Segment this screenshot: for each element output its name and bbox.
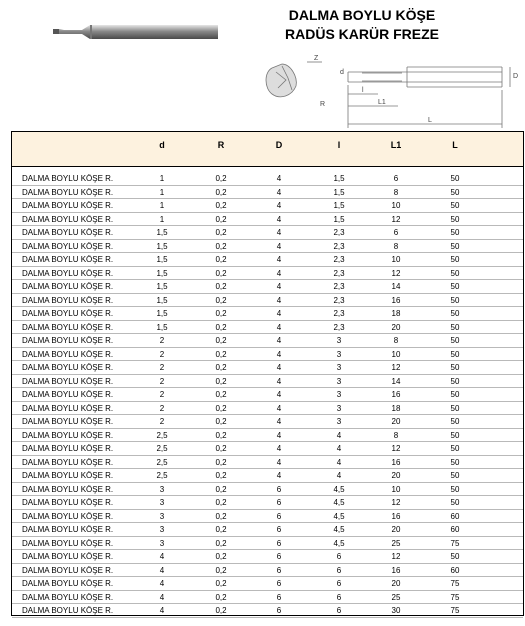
table-cell-l1: 10 [391,201,401,210]
table-cell-l: 50 [450,376,460,386]
table-row [12,186,523,200]
table-cell-name: DALMA BOYLU KÖŞE R. [22,592,114,602]
table-header [12,132,523,167]
table-cell-d: 2 [159,349,165,359]
label-big-d: D [513,73,519,80]
table-row [12,172,523,186]
table-cell-l: 50 [450,295,460,305]
table-cell-name: DALMA BOYLU KÖŞE R. [22,484,114,494]
table-cell-d: 4 [276,457,282,467]
table-cell-name: DALMA BOYLU KÖŞE R. [22,511,114,521]
table-cell-r: 0,2 [215,471,227,480]
table-cell-d: 4 [276,430,282,440]
table-cell-d: 3 [159,484,165,494]
table-cell-d: 4 [276,376,282,386]
table-cell-r: 0,2 [215,295,227,305]
table-cell-d: 6 [276,606,282,615]
table-cell-d: 4 [276,282,282,291]
table-cell-l: 50 [450,228,460,237]
table-cell-d: 1 [159,214,165,224]
table-cell-l: 50 [450,282,460,291]
label-z: Z [314,55,319,62]
table-cell-d: 4 [276,268,282,278]
table-cell-d: 4 [276,349,282,359]
table-cell-r: 0,2 [215,525,227,534]
table-cell-l1: 10 [391,484,401,494]
table-cell-l: 1,5 [333,214,345,224]
table-cell-l1: 8 [393,241,399,251]
table-cell-r: 0,2 [215,511,227,521]
table-cell-r: 0,2 [215,390,227,399]
table-cell-l: 50 [450,268,460,278]
table-cell-d: 2 [159,403,165,413]
table-cell-name: DALMA BOYLU KÖŞE R. [22,282,114,291]
table-row [12,550,523,564]
table-cell-d: 1,5 [156,309,168,318]
table-row [12,483,523,497]
table-cell-d: 4 [276,201,282,210]
table-cell-l: 2,3 [333,295,345,305]
table-cell-l: 50 [450,390,460,399]
header-r: R [217,140,225,150]
table-cell-d: 4 [159,579,165,588]
table-cell-l: 4,5 [333,511,345,521]
table-cell-l: 6 [336,565,342,575]
table-cell-r: 0,2 [215,457,227,467]
table-cell-d: 6 [276,552,282,561]
table-row [12,280,523,294]
table-cell-l1: 18 [391,309,401,318]
table-cell-l: 50 [450,214,460,224]
table-cell-d: 1,5 [156,322,168,332]
table-cell-r: 0,2 [215,444,227,453]
table-cell-name: DALMA BOYLU KÖŞE R. [22,255,114,264]
table-cell-l1: 12 [391,214,401,224]
table-row [12,375,523,389]
table-cell-name: DALMA BOYLU KÖŞE R. [22,376,114,386]
table-cell-l: 3 [336,336,342,345]
table-cell-d: 1,5 [156,241,168,251]
table-cell-l: 50 [450,552,460,561]
table-cell-r: 0,2 [215,579,227,588]
table-row [12,604,523,618]
table-cell-d: 1,5 [156,255,168,264]
table-cell-l: 6 [336,592,342,602]
table-cell-l1: 12 [391,363,401,372]
table-cell-l: 2,3 [333,309,345,318]
table-cell-l1: 8 [393,336,399,345]
table-cell-name: DALMA BOYLU KÖŞE R. [22,417,114,426]
table-cell-name: DALMA BOYLU KÖŞE R. [22,187,114,197]
table-cell-r: 0,2 [215,268,227,278]
table-cell-l1: 30 [391,606,401,615]
title-line-2: RADÜS KARÜR FREZE [285,26,439,42]
table-cell-d: 6 [276,511,282,521]
table-cell-name: DALMA BOYLU KÖŞE R. [22,363,114,372]
table-cell-l: 4 [336,457,342,467]
table-cell-r: 0,2 [215,376,227,386]
label-l1: L1 [378,99,386,106]
table-cell-d: 1 [159,201,165,210]
table-cell-l: 50 [450,241,460,251]
table-row [12,429,523,443]
table-cell-d: 4 [276,403,282,413]
table-cell-l: 60 [450,565,460,575]
table-cell-l: 75 [450,606,460,615]
table-row [12,523,523,537]
table-cell-name: DALMA BOYLU KÖŞE R. [22,201,114,210]
table-cell-l1: 18 [391,403,401,413]
table-cell-d: 2 [159,376,165,386]
table-cell-d: 4 [159,565,165,575]
table-cell-l: 75 [450,538,460,548]
table-cell-l1: 12 [391,498,401,507]
label-r: R [320,101,326,108]
table-cell-r: 0,2 [215,498,227,507]
table-cell-r: 0,2 [215,174,227,183]
table-cell-l1: 16 [391,295,401,305]
table-cell-d: 3 [159,538,165,548]
table-row [12,240,523,254]
table-cell-d: 4 [159,606,165,615]
table-cell-l: 50 [450,255,460,264]
table-cell-d: 2 [159,363,165,372]
table-row [12,564,523,578]
table-cell-l: 4,5 [333,525,345,534]
table-cell-name: DALMA BOYLU KÖŞE R. [22,214,114,224]
table-cell-d: 6 [276,484,282,494]
label-d: d [340,69,344,76]
table-cell-l1: 25 [391,592,401,602]
table-cell-l: 50 [450,309,460,318]
table-row [12,307,523,321]
table-cell-r: 0,2 [215,309,227,318]
table-cell-r: 0,2 [215,214,227,224]
table-cell-d: 1,5 [156,228,168,237]
table-row [12,334,523,348]
table-cell-r: 0,2 [215,228,227,237]
table-cell-r: 0,2 [215,255,227,264]
table-cell-l1: 20 [391,471,401,480]
table-cell-l: 1,5 [333,174,345,183]
table-row [12,510,523,524]
table-cell-d: 1,5 [156,282,168,291]
table-cell-l1: 6 [393,228,399,237]
table-cell-l1: 8 [393,187,399,197]
table-cell-l1: 6 [393,174,399,183]
table-cell-d: 4 [276,471,282,480]
table-row [12,213,523,227]
table-cell-d: 2 [159,417,165,426]
table-cell-l1: 16 [391,457,401,467]
end-mill-photo [50,20,220,44]
table-cell-l1: 12 [391,268,401,278]
table-cell-l: 3 [336,349,342,359]
table-cell-l: 50 [450,363,460,372]
table-row [12,294,523,308]
table-cell-l: 50 [450,430,460,440]
table-cell-r: 0,2 [215,417,227,426]
table-cell-d: 4 [276,241,282,251]
table-cell-l: 75 [450,592,460,602]
table-cell-l1: 20 [391,525,401,534]
table-cell-l: 2,3 [333,322,345,332]
table-row [12,456,523,470]
table-cell-l: 6 [336,606,342,615]
table-cell-d: 4 [276,390,282,399]
table-cell-r: 0,2 [215,592,227,602]
table-cell-l1: 25 [391,538,401,548]
table-cell-l1: 20 [391,579,401,588]
table-cell-l: 4 [336,471,342,480]
table-cell-l1: 12 [391,444,401,453]
table-cell-d: 1 [159,174,165,183]
table-cell-name: DALMA BOYLU KÖŞE R. [22,457,114,467]
table-cell-l1: 20 [391,322,401,332]
table-cell-l: 2,3 [333,255,345,264]
table-cell-r: 0,2 [215,241,227,251]
table-cell-l: 2,3 [333,241,345,251]
table-cell-d: 2,5 [156,457,168,467]
table-cell-d: 4 [276,214,282,224]
table-row [12,415,523,429]
table-cell-l: 75 [450,579,460,588]
table-cell-l: 2,3 [333,282,345,291]
table-cell-r: 0,2 [215,538,227,548]
table-cell-l1: 12 [391,552,401,561]
table-cell-l: 50 [450,187,460,197]
table-cell-l1: 14 [391,376,401,386]
table-cell-name: DALMA BOYLU KÖŞE R. [22,498,114,507]
table-cell-l: 50 [450,322,460,332]
table-cell-name: DALMA BOYLU KÖŞE R. [22,538,114,548]
table-cell-l: 50 [450,403,460,413]
table-cell-r: 0,2 [215,403,227,413]
table-cell-d: 3 [159,511,165,521]
table-cell-r: 0,2 [215,484,227,494]
table-cell-r: 0,2 [215,322,227,332]
table-cell-d: 6 [276,565,282,575]
table-row [12,199,523,213]
table-cell-name: DALMA BOYLU KÖŞE R. [22,322,114,332]
table-cell-l: 50 [450,201,460,210]
table-cell-name: DALMA BOYLU KÖŞE R. [22,471,114,480]
table-cell-name: DALMA BOYLU KÖŞE R. [22,403,114,413]
table-cell-r: 0,2 [215,336,227,345]
table-cell-d: 2 [159,336,165,345]
header-l1: L1 [390,140,402,150]
table-row [12,442,523,456]
table-cell-name: DALMA BOYLU KÖŞE R. [22,444,114,453]
table-cell-d: 2,5 [156,444,168,453]
header-big-d: D [275,140,283,150]
table-cell-r: 0,2 [215,201,227,210]
table-cell-l1: 20 [391,417,401,426]
table-cell-l: 50 [450,484,460,494]
title-line-1: DALMA BOYLU KÖŞE [288,7,436,23]
table-cell-l1: 10 [391,349,401,359]
table-cell-name: DALMA BOYLU KÖŞE R. [22,430,114,440]
table-row [12,321,523,335]
table-row [12,226,523,240]
table-cell-l: 3 [336,376,342,386]
table-cell-d: 4 [276,255,282,264]
table-cell-d: 4 [159,592,165,602]
table-cell-d: 6 [276,579,282,588]
table-cell-l: 50 [450,349,460,359]
table-cell-l: 3 [336,403,342,413]
table-cell-l: 1,5 [333,201,345,210]
table-cell-r: 0,2 [215,430,227,440]
table-row [12,348,523,362]
table-cell-l: 4,5 [333,498,345,507]
table-cell-name: DALMA BOYLU KÖŞE R. [22,268,114,278]
table-row [12,361,523,375]
table-cell-l: 6 [336,552,342,561]
table-cell-name: DALMA BOYLU KÖŞE R. [22,309,114,318]
table-cell-l1: 16 [391,390,401,399]
table-row [12,388,523,402]
table-cell-l: 50 [450,417,460,426]
table-cell-l: 4,5 [333,484,345,494]
table-cell-r: 0,2 [215,565,227,575]
table-cell-r: 0,2 [215,552,227,561]
table-cell-l: 4,5 [333,538,345,548]
table-cell-l: 50 [450,457,460,467]
table-cell-r: 0,2 [215,349,227,359]
header-d: d [159,140,165,150]
table-cell-r: 0,2 [215,282,227,291]
table-cell-d: 1,5 [156,295,168,305]
table-cell-d: 2,5 [156,471,168,480]
table-cell-d: 4 [276,444,282,453]
table-cell-d: 6 [276,525,282,534]
header-big-l: L [452,140,458,150]
specifications-table [11,131,524,616]
table-cell-name: DALMA BOYLU KÖŞE R. [22,552,114,561]
table-cell-d: 3 [159,525,165,534]
table-cell-l: 3 [336,390,342,399]
table-cell-name: DALMA BOYLU KÖŞE R. [22,606,114,615]
table-cell-d: 4 [276,336,282,345]
table-cell-l: 60 [450,525,460,534]
table-cell-d: 4 [159,552,165,561]
table-cell-l: 50 [450,336,460,345]
table-cell-name: DALMA BOYLU KÖŞE R. [22,228,114,237]
label-big-l: L [428,117,432,124]
table-cell-name: DALMA BOYLU KÖŞE R. [22,295,114,305]
table-body [12,172,523,618]
table-cell-d: 3 [159,498,165,507]
table-cell-d: 6 [276,538,282,548]
table-cell-l: 50 [450,471,460,480]
table-row [12,496,523,510]
table-cell-l: 6 [336,579,342,588]
header-l: l [337,140,341,150]
page-title [262,6,462,44]
table-row [12,402,523,416]
table-cell-d: 2,5 [156,430,168,440]
table-cell-l1: 16 [391,511,401,521]
table-cell-d: 2 [159,390,165,399]
table-cell-name: DALMA BOYLU KÖŞE R. [22,349,114,359]
table-cell-l1: 10 [391,255,401,264]
table-cell-l1: 16 [391,565,401,575]
label-l: l [362,87,364,94]
table-cell-l: 3 [336,417,342,426]
table-cell-l1: 14 [391,282,401,291]
table-cell-d: 1,5 [156,268,168,278]
table-cell-d: 1 [159,187,165,197]
table-row [12,469,523,483]
tool-dimension-diagram [262,50,524,130]
table-row [12,577,523,591]
table-row [12,267,523,281]
table-cell-l: 50 [450,498,460,507]
table-row [12,591,523,605]
table-cell-name: DALMA BOYLU KÖŞE R. [22,241,114,251]
table-cell-l: 4 [336,430,342,440]
table-cell-l: 50 [450,174,460,183]
table-cell-l1: 8 [393,430,399,440]
table-cell-d: 4 [276,322,282,332]
table-cell-name: DALMA BOYLU KÖŞE R. [22,579,114,588]
table-cell-l: 60 [450,511,460,521]
table-row [12,253,523,267]
table-cell-d: 4 [276,417,282,426]
table-cell-l: 3 [336,363,342,372]
table-cell-l: 2,3 [333,268,345,278]
table-cell-l: 50 [450,444,460,453]
table-cell-d: 6 [276,498,282,507]
table-cell-name: DALMA BOYLU KÖŞE R. [22,390,114,399]
table-cell-d: 4 [276,187,282,197]
table-cell-d: 4 [276,363,282,372]
table-cell-name: DALMA BOYLU KÖŞE R. [22,525,114,534]
table-cell-l: 2,3 [333,228,345,237]
table-cell-name: DALMA BOYLU KÖŞE R. [22,565,114,575]
table-cell-r: 0,2 [215,187,227,197]
table-cell-d: 6 [276,592,282,602]
table-cell-name: DALMA BOYLU KÖŞE R. [22,174,114,183]
table-cell-d: 4 [276,174,282,183]
table-row [12,537,523,551]
table-cell-d: 4 [276,295,282,305]
table-cell-r: 0,2 [215,606,227,615]
table-cell-d: 4 [276,309,282,318]
table-cell-r: 0,2 [215,363,227,372]
table-cell-l: 1,5 [333,187,345,197]
table-cell-l: 4 [336,444,342,453]
table-cell-d: 4 [276,228,282,237]
table-cell-name: DALMA BOYLU KÖŞE R. [22,336,114,345]
